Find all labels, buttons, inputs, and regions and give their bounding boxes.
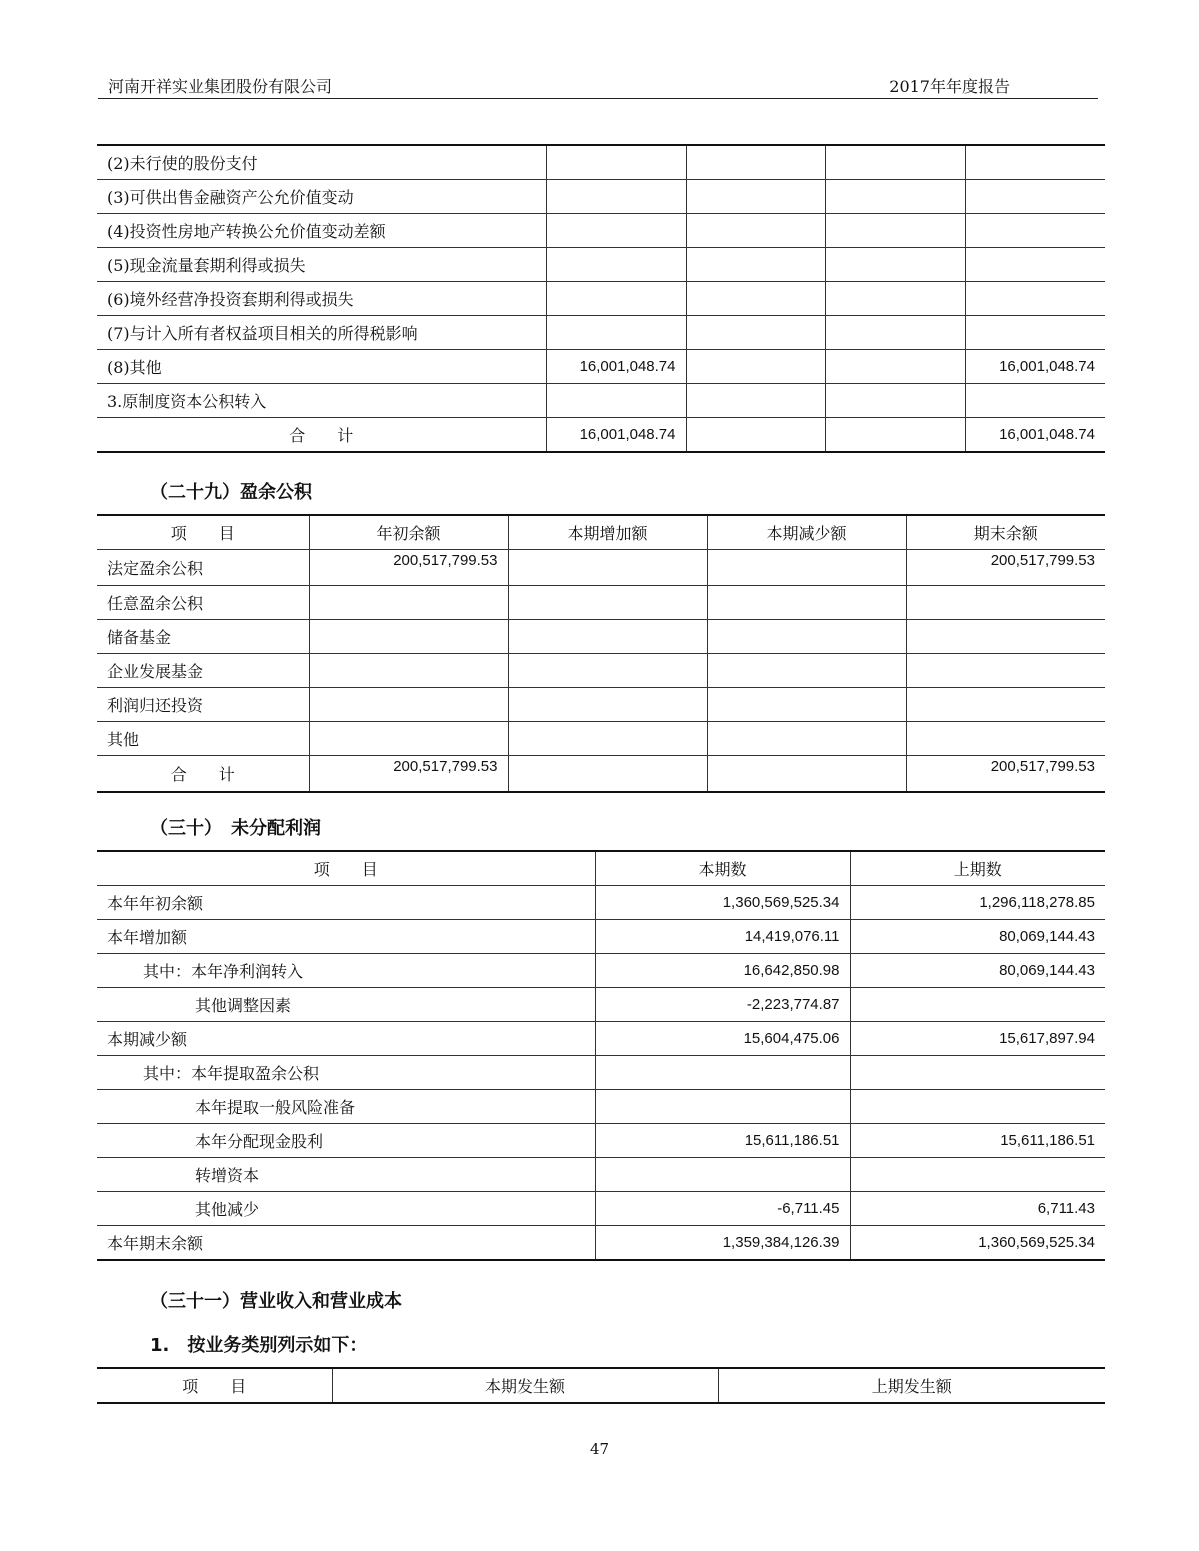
table-row bbox=[97, 1056, 1105, 1090]
cell bbox=[595, 1090, 850, 1124]
column-header: 项 目 bbox=[97, 515, 309, 550]
cell bbox=[825, 350, 965, 384]
cell bbox=[965, 248, 1105, 282]
cell: 14,419,076.11 bbox=[595, 920, 850, 954]
cell: 6,711.43 bbox=[850, 1192, 1105, 1226]
column-header: 本期数 bbox=[595, 851, 850, 886]
cell: 200,517,799.53 bbox=[309, 756, 508, 793]
table-row bbox=[97, 1192, 1105, 1226]
cell bbox=[965, 282, 1105, 316]
cell bbox=[825, 418, 965, 453]
cell bbox=[508, 586, 707, 620]
table-row bbox=[97, 688, 1105, 722]
total-label: 合 计 bbox=[97, 756, 309, 793]
cell bbox=[595, 1056, 850, 1090]
row-label: (7)与计入所有者权益项目相关的所得税影响 bbox=[97, 316, 546, 350]
cell bbox=[850, 1158, 1105, 1192]
table-row bbox=[97, 550, 1105, 586]
table-row bbox=[97, 886, 1105, 920]
table-row bbox=[97, 1090, 1105, 1124]
row-label: 3.原制度资本公积转入 bbox=[97, 384, 546, 418]
row-label: 其中：本年净利润转入 bbox=[97, 954, 595, 988]
row-label: 其他减少 bbox=[97, 1192, 595, 1226]
row-label: (2)未行使的股份支付 bbox=[97, 145, 546, 180]
cell bbox=[508, 688, 707, 722]
undistributed-profit-table bbox=[97, 850, 1105, 1261]
cell bbox=[825, 282, 965, 316]
capital-reserve-table bbox=[97, 144, 1105, 453]
cell bbox=[508, 550, 707, 586]
table-row bbox=[97, 654, 1105, 688]
table-row bbox=[97, 145, 1105, 180]
table-row bbox=[97, 248, 1105, 282]
cell: -2,223,774.87 bbox=[595, 988, 850, 1022]
cell: 15,604,475.06 bbox=[595, 1022, 850, 1056]
cell: 200,517,799.53 bbox=[309, 550, 508, 586]
cell bbox=[508, 756, 707, 793]
row-label: 本年分配现金股利 bbox=[97, 1124, 595, 1158]
cell: 1,296,118,278.85 bbox=[850, 886, 1105, 920]
table-row bbox=[97, 1158, 1105, 1192]
column-header: 项 目 bbox=[97, 1368, 332, 1403]
cell bbox=[825, 316, 965, 350]
table-row bbox=[97, 1226, 1105, 1261]
cell bbox=[707, 586, 906, 620]
total-row bbox=[97, 756, 1105, 793]
cell: -6,711.45 bbox=[595, 1192, 850, 1226]
cell bbox=[546, 316, 686, 350]
cell: 16,001,048.74 bbox=[546, 418, 686, 453]
column-header: 本期减少额 bbox=[707, 515, 906, 550]
column-header: 上期数 bbox=[850, 851, 1105, 886]
row-label: 法定盈余公积 bbox=[97, 550, 309, 586]
cell bbox=[965, 180, 1105, 214]
cell bbox=[686, 180, 825, 214]
table-row bbox=[97, 1124, 1105, 1158]
cell bbox=[508, 654, 707, 688]
cell bbox=[546, 282, 686, 316]
subsection-heading: 1. 按业务类别列示如下： bbox=[150, 1335, 368, 1356]
cell bbox=[707, 722, 906, 756]
cell bbox=[309, 688, 508, 722]
company-name: 河南开祥实业集团股份有限公司 bbox=[108, 77, 333, 96]
cell bbox=[686, 248, 825, 282]
table-row bbox=[97, 722, 1105, 756]
cell bbox=[508, 722, 707, 756]
total-row bbox=[97, 418, 1105, 453]
section-heading-30: （三十） 未分配利润 bbox=[150, 818, 321, 839]
section-heading-31: （三十一）营业收入和营业成本 bbox=[150, 1291, 402, 1312]
cell: 1,360,569,525.34 bbox=[595, 886, 850, 920]
column-header: 年初余额 bbox=[309, 515, 508, 550]
table-row bbox=[97, 620, 1105, 654]
report-title: 2017年年度报告 bbox=[889, 77, 1010, 96]
row-label: (6)境外经营净投资套期利得或损失 bbox=[97, 282, 546, 316]
cell bbox=[707, 654, 906, 688]
column-header: 本期增加额 bbox=[508, 515, 707, 550]
page-header bbox=[98, 70, 1098, 99]
page-number: 47 bbox=[589, 1440, 610, 1458]
cell bbox=[707, 688, 906, 722]
cell bbox=[686, 384, 825, 418]
cell: 200,517,799.53 bbox=[906, 550, 1105, 586]
cell bbox=[686, 214, 825, 248]
cell: 80,069,144.43 bbox=[850, 920, 1105, 954]
table-row bbox=[97, 954, 1105, 988]
row-label: 本年期末余额 bbox=[97, 1226, 595, 1261]
cell: 16,001,048.74 bbox=[965, 418, 1105, 453]
column-header: 本期发生额 bbox=[332, 1368, 718, 1403]
cell bbox=[906, 586, 1105, 620]
column-header: 期末余额 bbox=[906, 515, 1105, 550]
cell bbox=[825, 214, 965, 248]
table-row bbox=[97, 350, 1105, 384]
cell bbox=[825, 180, 965, 214]
cell bbox=[686, 418, 825, 453]
table-row bbox=[97, 1022, 1105, 1056]
table-row bbox=[97, 988, 1105, 1022]
table-row bbox=[97, 920, 1105, 954]
cell bbox=[906, 688, 1105, 722]
row-label: 本年增加额 bbox=[97, 920, 595, 954]
cell bbox=[850, 988, 1105, 1022]
cell bbox=[546, 180, 686, 214]
table-header-row bbox=[97, 515, 1105, 550]
table-row bbox=[97, 282, 1105, 316]
cell bbox=[707, 550, 906, 586]
table-row bbox=[97, 316, 1105, 350]
cell bbox=[707, 756, 906, 793]
cell bbox=[825, 145, 965, 180]
table-row bbox=[97, 214, 1105, 248]
cell bbox=[595, 1158, 850, 1192]
table-row bbox=[97, 384, 1105, 418]
row-label: (5)现金流量套期利得或损失 bbox=[97, 248, 546, 282]
column-header: 项 目 bbox=[97, 851, 595, 886]
cell bbox=[546, 248, 686, 282]
cell bbox=[546, 145, 686, 180]
row-label: (8)其他 bbox=[97, 350, 546, 384]
row-label: 储备基金 bbox=[97, 620, 309, 654]
cell: 1,360,569,525.34 bbox=[850, 1226, 1105, 1261]
cell bbox=[686, 350, 825, 384]
row-label: 其他 bbox=[97, 722, 309, 756]
cell bbox=[707, 620, 906, 654]
section-heading-29: （二十九）盈余公积 bbox=[150, 482, 312, 503]
total-label: 合 计 bbox=[97, 418, 546, 453]
cell: 15,611,186.51 bbox=[850, 1124, 1105, 1158]
cell: 80,069,144.43 bbox=[850, 954, 1105, 988]
row-label: (4)投资性房地产转换公允价值变动差额 bbox=[97, 214, 546, 248]
row-label: 本年年初余额 bbox=[97, 886, 595, 920]
cell bbox=[906, 654, 1105, 688]
cell bbox=[825, 248, 965, 282]
table-header-row bbox=[97, 851, 1105, 886]
cell: 16,001,048.74 bbox=[965, 350, 1105, 384]
table-header-row bbox=[97, 1368, 1105, 1403]
cell bbox=[546, 384, 686, 418]
cell: 15,611,186.51 bbox=[595, 1124, 850, 1158]
row-label: 任意盈余公积 bbox=[97, 586, 309, 620]
cell bbox=[850, 1056, 1105, 1090]
row-label: 转增资本 bbox=[97, 1158, 595, 1192]
cell: 15,617,897.94 bbox=[850, 1022, 1105, 1056]
row-label: 本期减少额 bbox=[97, 1022, 595, 1056]
row-label: 企业发展基金 bbox=[97, 654, 309, 688]
cell bbox=[686, 316, 825, 350]
cell bbox=[906, 620, 1105, 654]
row-label: (3)可供出售金融资产公允价值变动 bbox=[97, 180, 546, 214]
row-label: 其中：本年提取盈余公积 bbox=[97, 1056, 595, 1090]
cell bbox=[309, 722, 508, 756]
cell bbox=[906, 722, 1105, 756]
cell bbox=[546, 214, 686, 248]
cell bbox=[309, 654, 508, 688]
revenue-table bbox=[97, 1367, 1105, 1404]
cell bbox=[965, 316, 1105, 350]
row-label: 利润归还投资 bbox=[97, 688, 309, 722]
cell bbox=[686, 145, 825, 180]
table-row bbox=[97, 586, 1105, 620]
surplus-reserve-table bbox=[97, 514, 1105, 793]
cell bbox=[309, 620, 508, 654]
cell: 16,001,048.74 bbox=[546, 350, 686, 384]
table-row bbox=[97, 180, 1105, 214]
cell: 16,642,850.98 bbox=[595, 954, 850, 988]
cell bbox=[686, 282, 825, 316]
cell bbox=[309, 586, 508, 620]
cell bbox=[965, 384, 1105, 418]
cell bbox=[965, 145, 1105, 180]
column-header: 上期发生额 bbox=[718, 1368, 1105, 1403]
cell: 1,359,384,126.39 bbox=[595, 1226, 850, 1261]
cell: 200,517,799.53 bbox=[906, 756, 1105, 793]
row-label: 其他调整因素 bbox=[97, 988, 595, 1022]
cell bbox=[965, 214, 1105, 248]
cell bbox=[825, 384, 965, 418]
row-label: 本年提取一般风险准备 bbox=[97, 1090, 595, 1124]
cell bbox=[850, 1090, 1105, 1124]
cell bbox=[508, 620, 707, 654]
